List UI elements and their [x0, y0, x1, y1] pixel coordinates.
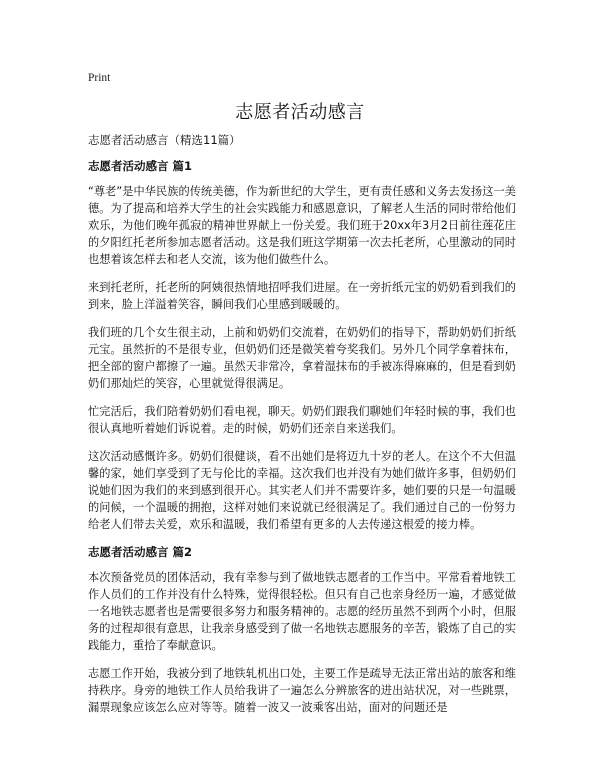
document-subtitle: 志愿者活动感言（精选11篇）	[88, 133, 241, 147]
section-1	[88, 158, 516, 533]
document-body	[88, 132, 516, 727]
print-label: Print	[88, 72, 111, 84]
paragraph: “尊老”是中华民族的传统美德，作为新世纪的大学生，更有责任感和义务去发扬这一美德。为了提高和培养大学生的社会实践能力和感恩意识，了解老人生活的同时带给他们欢乐，为他们晚年孤寂的精神世界献上一份关爱。我们班于20xx年3月2日前往莲花庄的夕阳红托老所参加志愿者活动。这是我们班这学期第一次去托老所，心里激动的同时也想着该怎样去和老人交流，该为他们做些什么。	[88, 185, 516, 266]
paragraph: 志愿工作开始，我被分到了地铁轧机出口处，主要工作是疏导无法正常出站的旅客和维持秩序。身旁的地铁工作人员给我讲了一遍怎么分辨旅客的进出站状况，对一些跳票，漏票现象应该怎么应对等等。随着一波又一波乘客出站，面对的问题还是	[88, 667, 516, 714]
paragraph: 我们班的几个女生很主动，上前和奶奶们交流着，在奶奶们的指导下，帮助奶奶们折纸元宝。虽然折的不是很专业，但奶奶们还是微笑着夸奖我们。另外几个同学拿着抹布，把全部的窗户都擦了一遍。虽然天非常冷，拿着湿抹布的手被冻得麻麻的，但是看到奶奶们那灿烂的笑容，心里就觉得很满足。	[88, 326, 516, 390]
section-heading: 志愿者活动感言 篇1	[88, 159, 193, 173]
paragraph: 忙完活后，我们陪着奶奶们看电视，聊天。奶奶们跟我们聊她们年轻时候的事，我们也很认真地听着她们诉说着。走的时候，奶奶们还亲自来送我们。	[88, 405, 516, 435]
page-title: 志愿者活动感言	[235, 102, 365, 123]
section-heading: 志愿者活动感言 篇2	[88, 545, 193, 559]
paragraph: 来到托老所，托老所的阿姨很热情地招呼我们进屋。在一旁折纸元宝的奶奶看到我们的到来，脸上洋溢着笑容，瞬间我们心里感到暖暖的。	[88, 281, 516, 311]
paragraph: 本次预备党员的团体活动，我有幸参与到了做地铁志愿者的工作当中。平常看着地铁工作人员们的工作并没有什么特殊，觉得很轻松。但只有自己也亲身经历一遍，才感觉做一名地铁志愿者也是需要很多努力和服务精神的。志愿的经历虽然不到两个小时，但服务的过程却很有意思，让我亲身感受到了做一名地铁志愿服务的辛苦，锻炼了自己的实践能力，重拾了奉献意识。	[88, 571, 516, 652]
paragraph: 这次活动感慨许多。奶奶们很健谈，看不出她们是将迈九十岁的老人。在这个不大但温馨的家，她们享受到了无与伦比的幸福。这次我们也并没有为她们做许多事，但奶奶们说她们因为我们的来到感到很开心。其实老人们并不需要许多，她们要的只是一句温暖的问候，一个温暖的拥抱，这样对她们来说就已经很满足了。我们通过自己的一份努力给老人们带去关爱，欢乐和温暖，我们希望有更多的人去传递这根爱的接力棒。	[88, 450, 516, 531]
section-2	[88, 544, 516, 716]
